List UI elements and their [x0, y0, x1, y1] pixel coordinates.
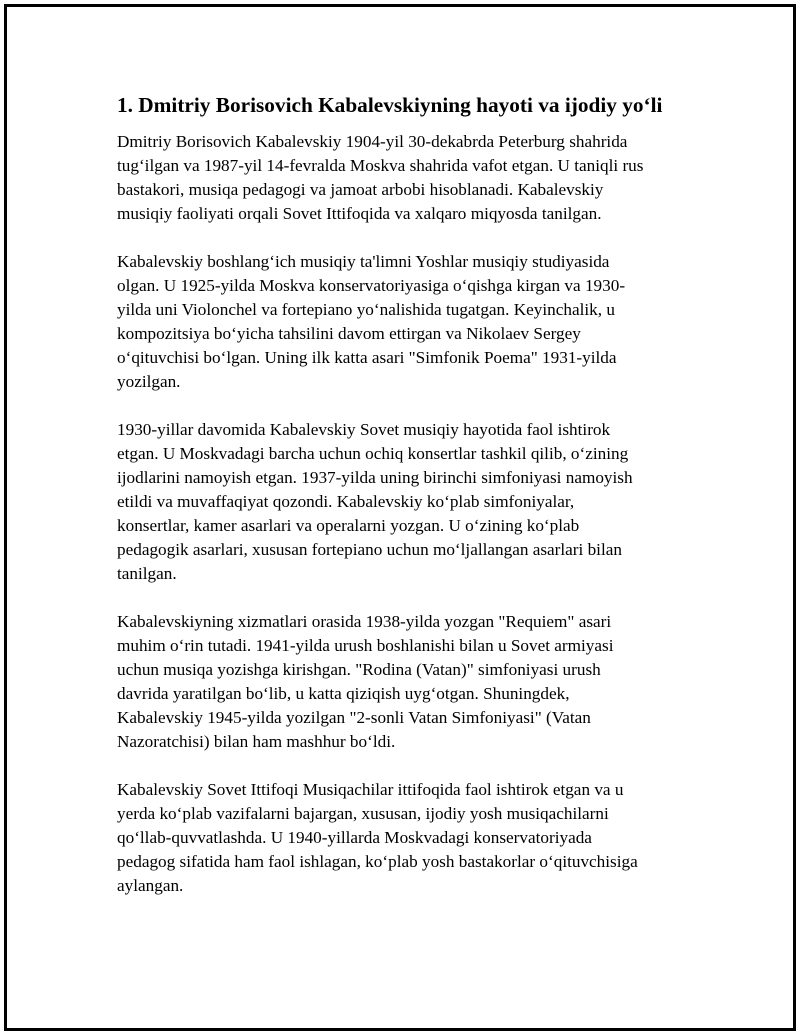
paragraph-education: Kabalevskiy boshlang‘ich musiqiy ta'limni Yoshlar musiqiy studiyasida olgan. U 1925-yilda Moskva konservatoriyasiga o‘qishga kirgan va 1930- yilda uni Violonchel va fortepiano yo‘nalishida tugatgan. Keyinchalik, u kompozitsiya bo‘yicha tahsilini davom ettirgan va Nikolaev Sergey o‘qituvchisi bo‘lgan. Uning ilk katta asari "Simfonik Poema" 1931-yilda yozilgan. [117, 252, 626, 391]
document-body [117, 91, 687, 922]
paragraph-union-pedagogy: Kabalevskiy Sovet Ittifoqi Musiqachilar ittifoqida faol ishtirok etgan va u yerda ko‘plab vazifalarni bajargan, xususan, ijodiy yosh musiqachilarni qo‘llab-quvvatlashda. U 1940-yillarda Moskvadagi konservatoriyada pedagog sifatida ham faol ishlagan, ko‘plab yosh bastakorlar o‘qituvchisiga aylangan. [117, 780, 638, 895]
section-heading: 1. Dmitriy Borisovich Kabalevskiyning hayoti va ijodiy yo‘li [117, 93, 663, 117]
paragraph-biography-intro: Dmitriy Borisovich Kabalevskiy 1904-yil 30-dekabrda Peterburg shahrida tug‘ilgan va 1987-yil 14-fevralda Moskva shahrida vafot etgan. U taniqli rus bastakori, musiqa pedagogi va jamoat arbobi hisoblanadi. Kabalevskiy musiqiy faoliyati orqali Sovet Ittifoqida va xalqaro miqyosda tanilgan. [117, 132, 644, 223]
paragraph-1930s-activity: 1930-yillar davomida Kabalevskiy Sovet musiqiy hayotida faol ishtirok etgan. U Moskvadagi barcha uchun ochiq konsertlar tashkil qilib, o‘zining ijodlarini namoyish etgan. 1937-yilda uning birinchi simfoniyasi namoyish etildi va muvaffaqiyat qozondi. Kabalevskiy ko‘plab simfoniyalar, konsertlar, kamer asarlari va operalarni yozgan. U o‘zining ko‘plab pedagogik asarlari, xususan fortepiano uchun mo‘ljallangan asarlari bilan tanilgan. [117, 420, 633, 583]
paragraph-war-works: Kabalevskiyning xizmatlari orasida 1938-yilda yozgan "Requiem" asari muhim o‘rin tutadi. 1941-yilda urush boshlanishi bilan u Sovet armiyasi uchun musiqa yozishga kirishgan. "Rodina (Vatan)" simfoniyasi urush davrida yaratilgan bo‘lib, u katta qiziqish uyg‘otgan. Shuningdek, Kabalevskiy 1945-yilda yozilgan "2-sonli Vatan Simfoniyasi" (Vatan Nazoratchisi) bilan ham mashhur bo‘ldi. [117, 612, 614, 751]
